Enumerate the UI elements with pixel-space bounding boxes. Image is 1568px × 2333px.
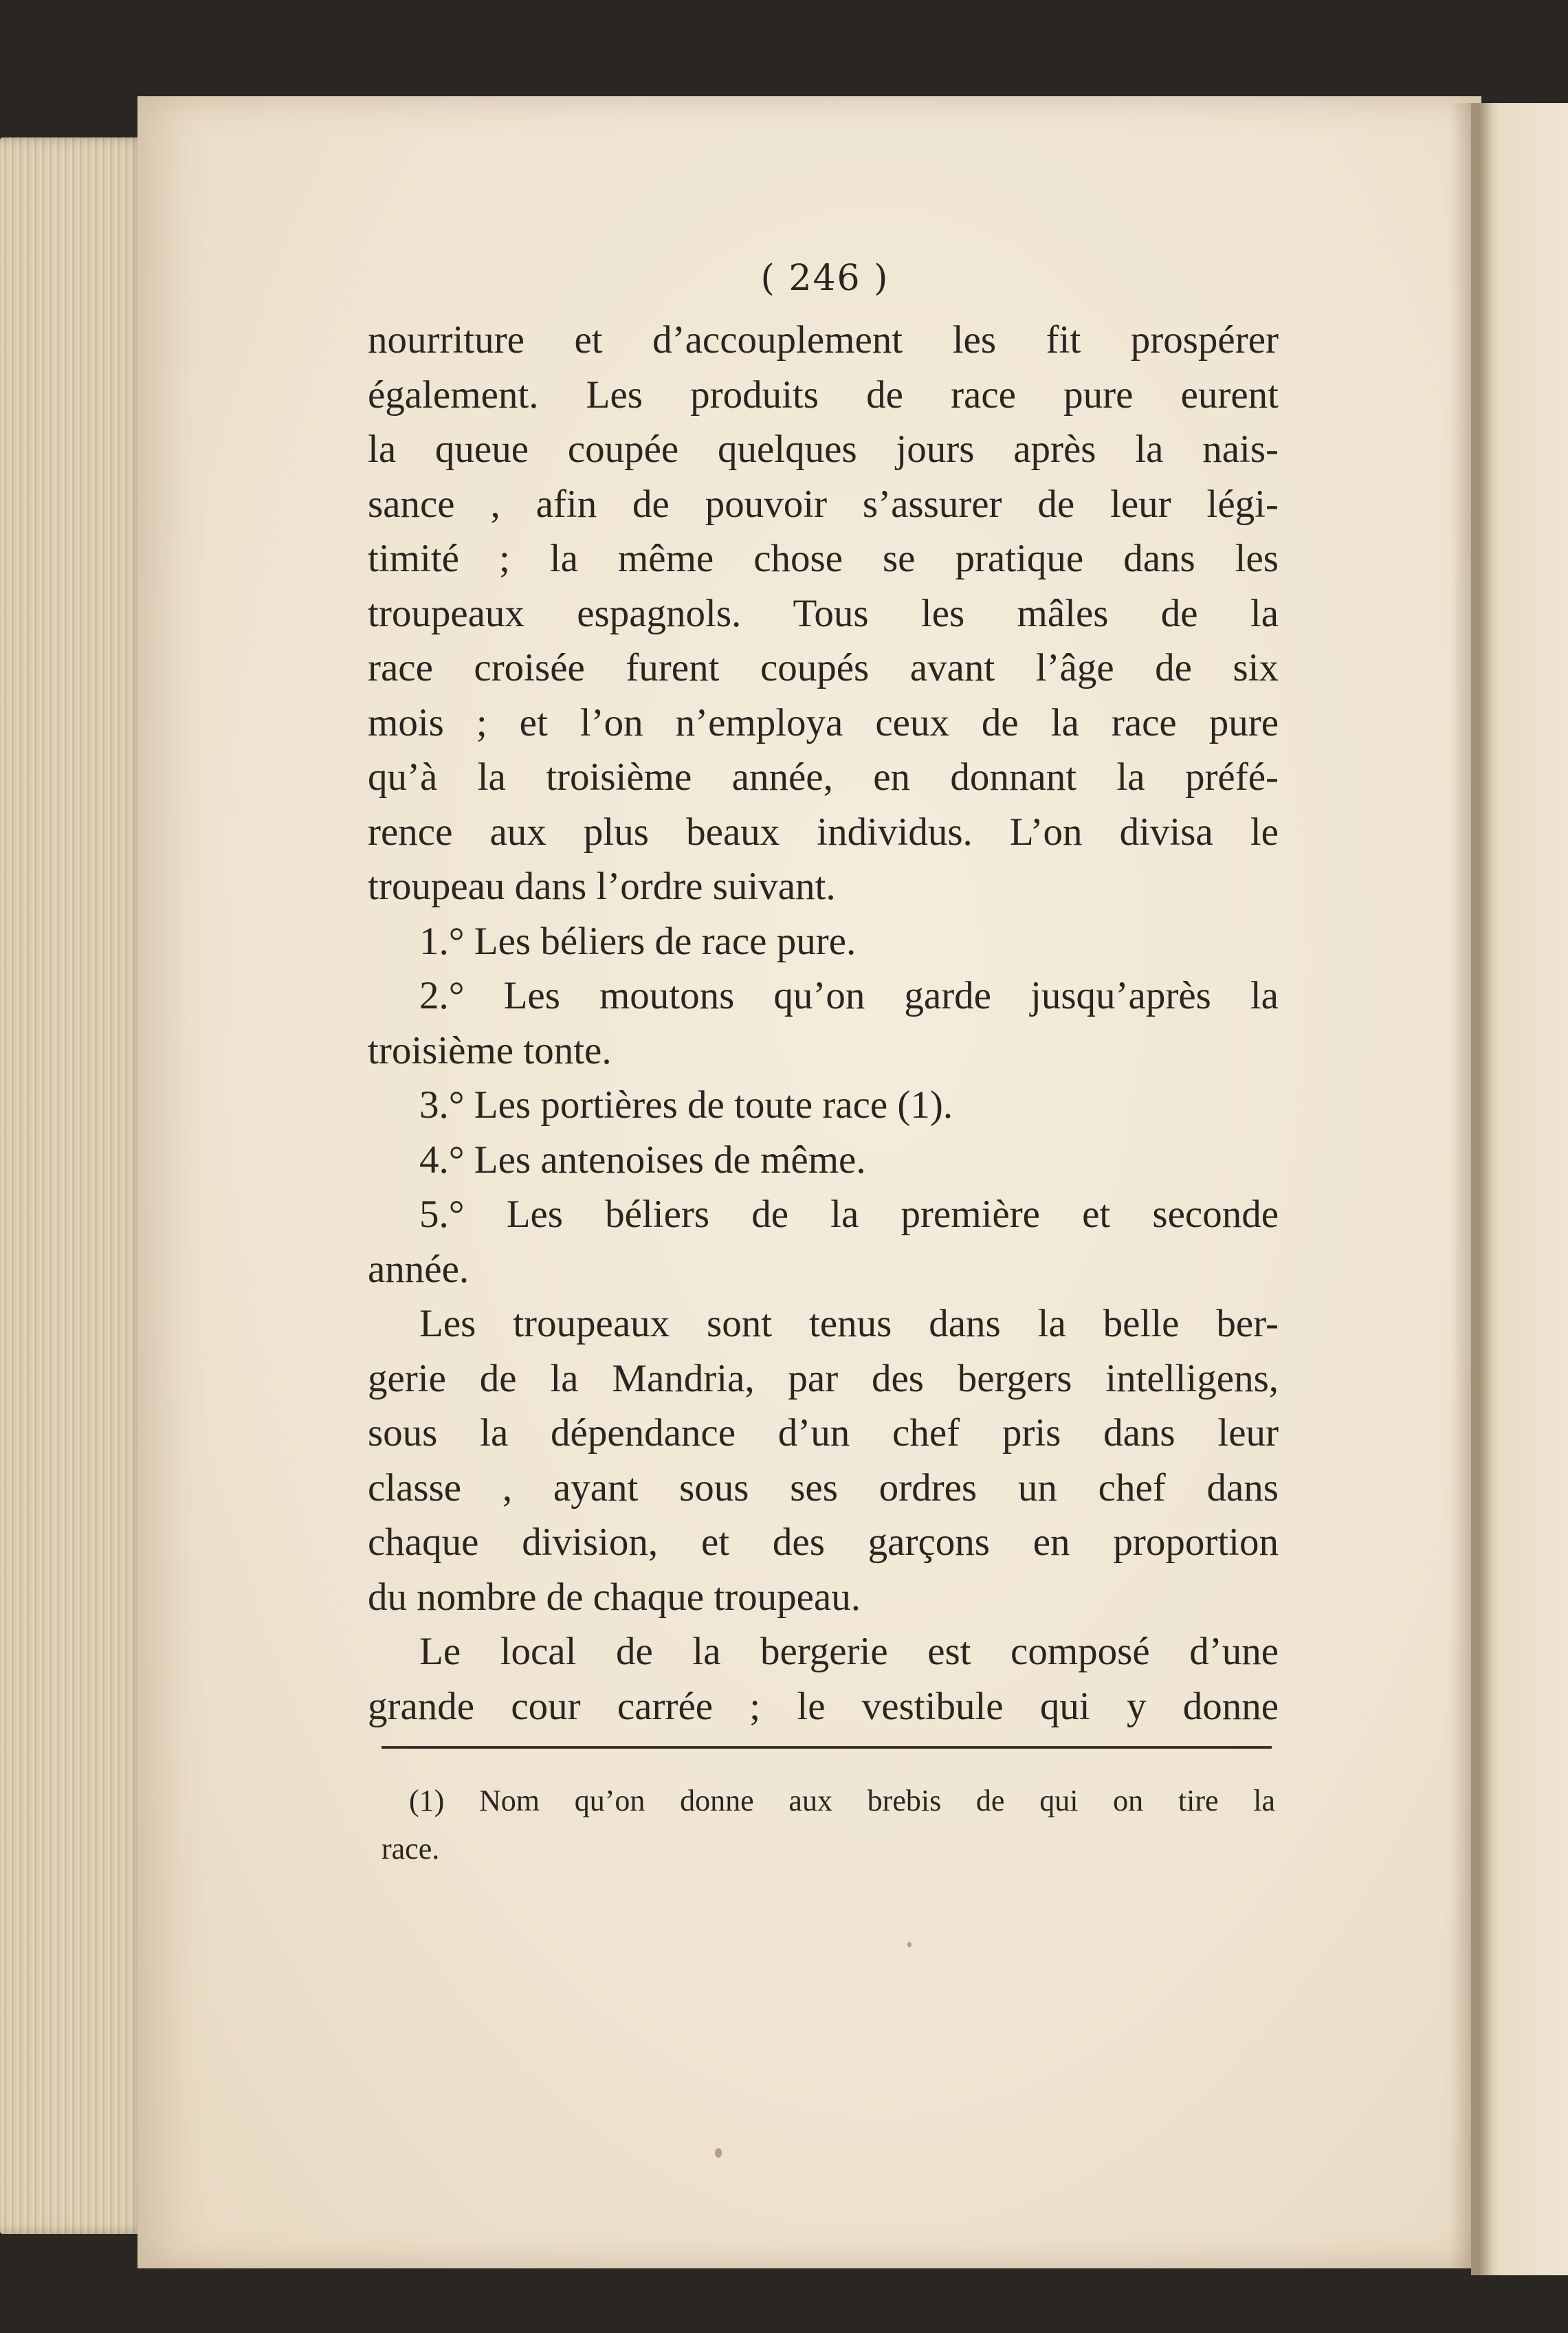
- text-line: qu’à la troisième année, en donnant la préfé-: [368, 755, 1279, 799]
- list-item: 3.° Les portières de toute race (1).: [419, 1083, 953, 1127]
- list-item: 5.° Les béliers de la première et seconde: [419, 1193, 1279, 1236]
- text-line: sous la dépendance d’un chef pris dans leur: [368, 1411, 1279, 1455]
- page-number: ( 246 ): [760, 258, 890, 299]
- footnote: [382, 1777, 1275, 1873]
- list-item: 4.° Les antenoises de même.: [419, 1138, 866, 1182]
- footnote-line: race.: [382, 1832, 440, 1866]
- paper-speck: [715, 2148, 722, 2158]
- body-text: [368, 313, 1279, 1734]
- text-line: sance , afin de pouvoir s’assurer de leur légi-: [368, 482, 1279, 526]
- text-line: année.: [368, 1247, 470, 1291]
- page-edges: [0, 137, 148, 2234]
- text-line: nourriture et d’accouplement les fit prospérer: [368, 318, 1279, 362]
- text-line: également. Les produits de race pure eurent: [368, 373, 1279, 417]
- list-item: 2.° Les moutons qu’on garde jusqu’après la: [419, 974, 1279, 1017]
- footnote-rule: [382, 1746, 1272, 1749]
- paragraph-start: Les troupeaux sont tenus dans la belle ber-: [419, 1302, 1279, 1345]
- text-line: chaque division, et des garçons en proportion: [368, 1521, 1279, 1564]
- gutter-shadow: [1450, 103, 1492, 2275]
- paper-speck: [907, 1942, 912, 1947]
- paragraph-start: Le local de la bergerie est composé d’une: [419, 1630, 1279, 1673]
- text-line: troupeau dans l’ordre suivant.: [368, 865, 836, 908]
- text-line: la queue coupée quelques jours après la nais-: [368, 428, 1279, 471]
- text-line: race croisée furent coupés avant l’âge de six: [368, 646, 1279, 689]
- text-line: troisième tonte.: [368, 1028, 612, 1072]
- text-line: gerie de la Mandria, par des bergers intelligens,: [368, 1356, 1279, 1400]
- text-line: troupeaux espagnols. Tous les mâles de la: [368, 591, 1279, 635]
- text-line: grande cour carrée ; le vestibule qui y donne: [368, 1684, 1279, 1728]
- list-item: 1.° Les béliers de race pure.: [419, 919, 857, 963]
- text-line: timité ; la même chose se pratique dans les: [368, 537, 1279, 580]
- text-line: mois ; et l’on n’employa ceux de la race pure: [368, 700, 1279, 744]
- text-line: rence aux plus beaux individus. L’on divisa le: [368, 810, 1279, 854]
- text-line: du nombre de chaque troupeau.: [368, 1575, 861, 1619]
- text-line: classe , ayant sous ses ordres un chef dans: [368, 1466, 1279, 1510]
- footnote-line: (1) Nom qu’on donne aux brebis de qui on tire la: [409, 1784, 1275, 1817]
